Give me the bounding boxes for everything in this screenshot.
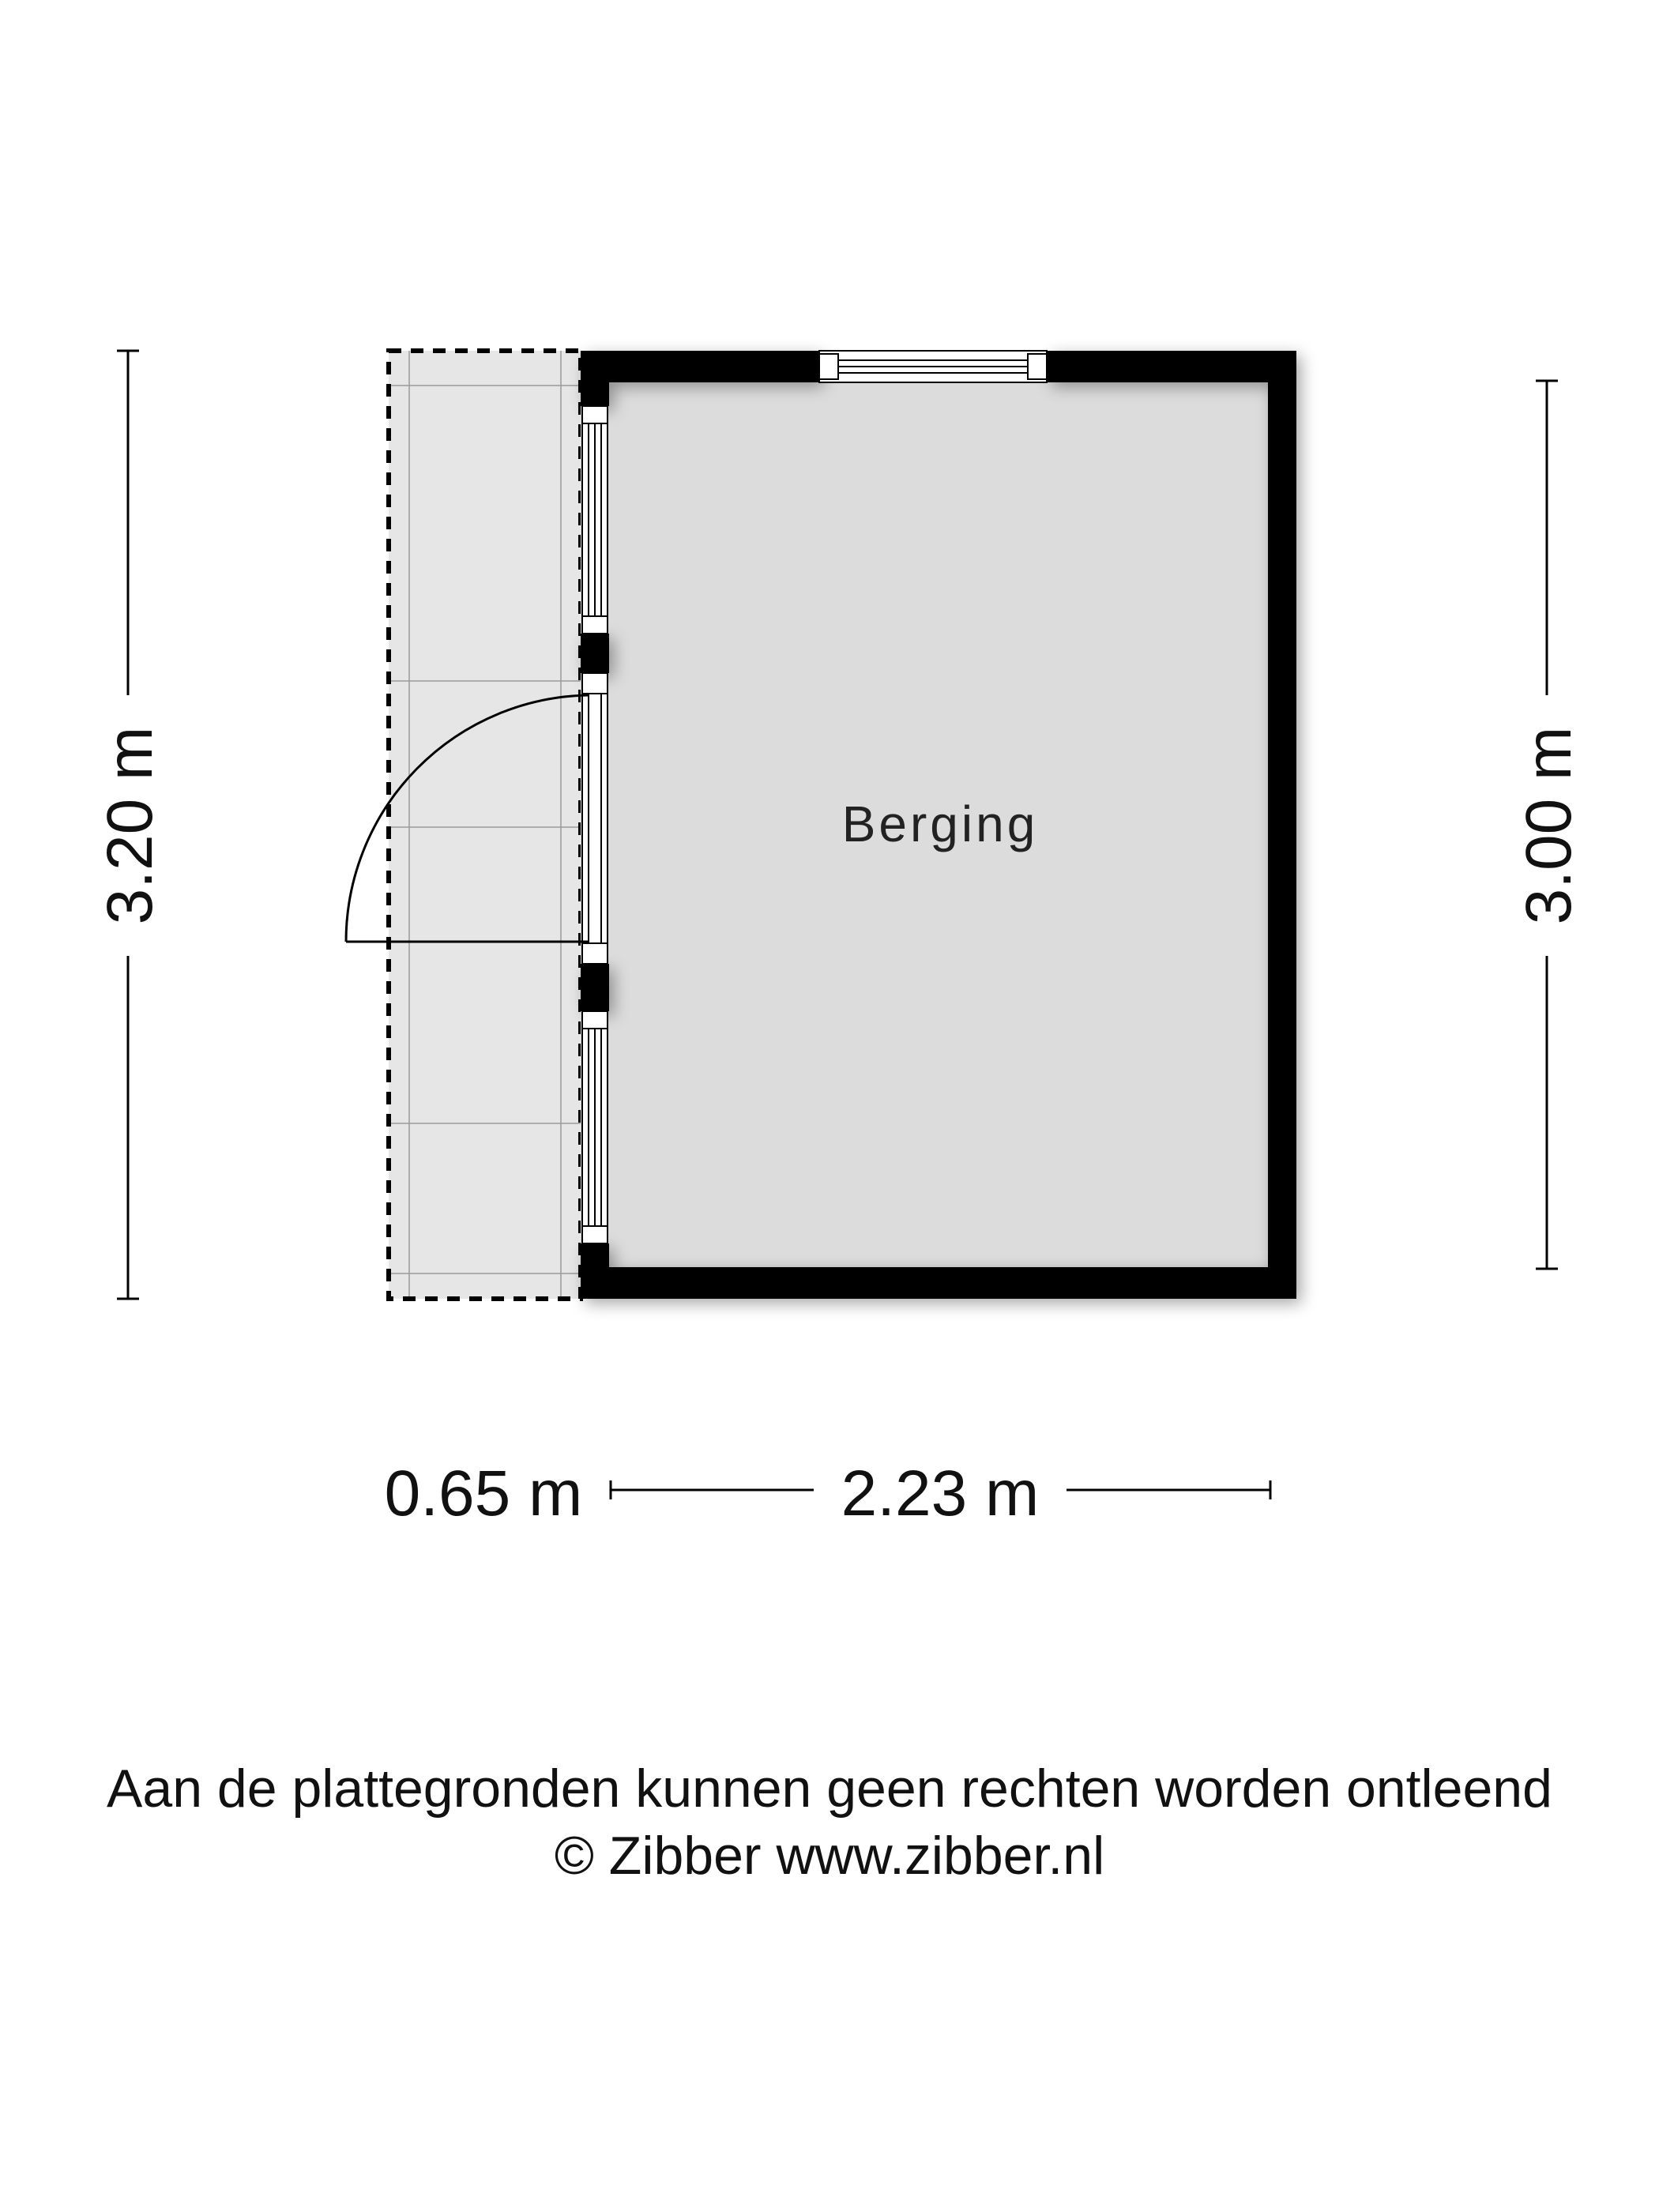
dimension-bottom-main-label: 2.23 m: [841, 1458, 1040, 1529]
room-label: Berging: [841, 796, 1039, 852]
window-left-upper: [582, 406, 608, 634]
footer-copyright: © Zibber www.zibber.nl: [554, 1826, 1105, 1886]
dimension-left-label: 3.20 m: [94, 726, 166, 925]
window-top: [819, 351, 1047, 382]
terrace-area: [389, 351, 581, 1299]
dimension-bottom-left-label: 0.65 m: [384, 1458, 583, 1529]
footer-disclaimer: Aan de plattegronden kunnen geen rechten worden ontleend: [107, 1759, 1552, 1819]
dimension-right-label: 3.00 m: [1513, 726, 1585, 925]
window-left-lower: [582, 1011, 608, 1243]
